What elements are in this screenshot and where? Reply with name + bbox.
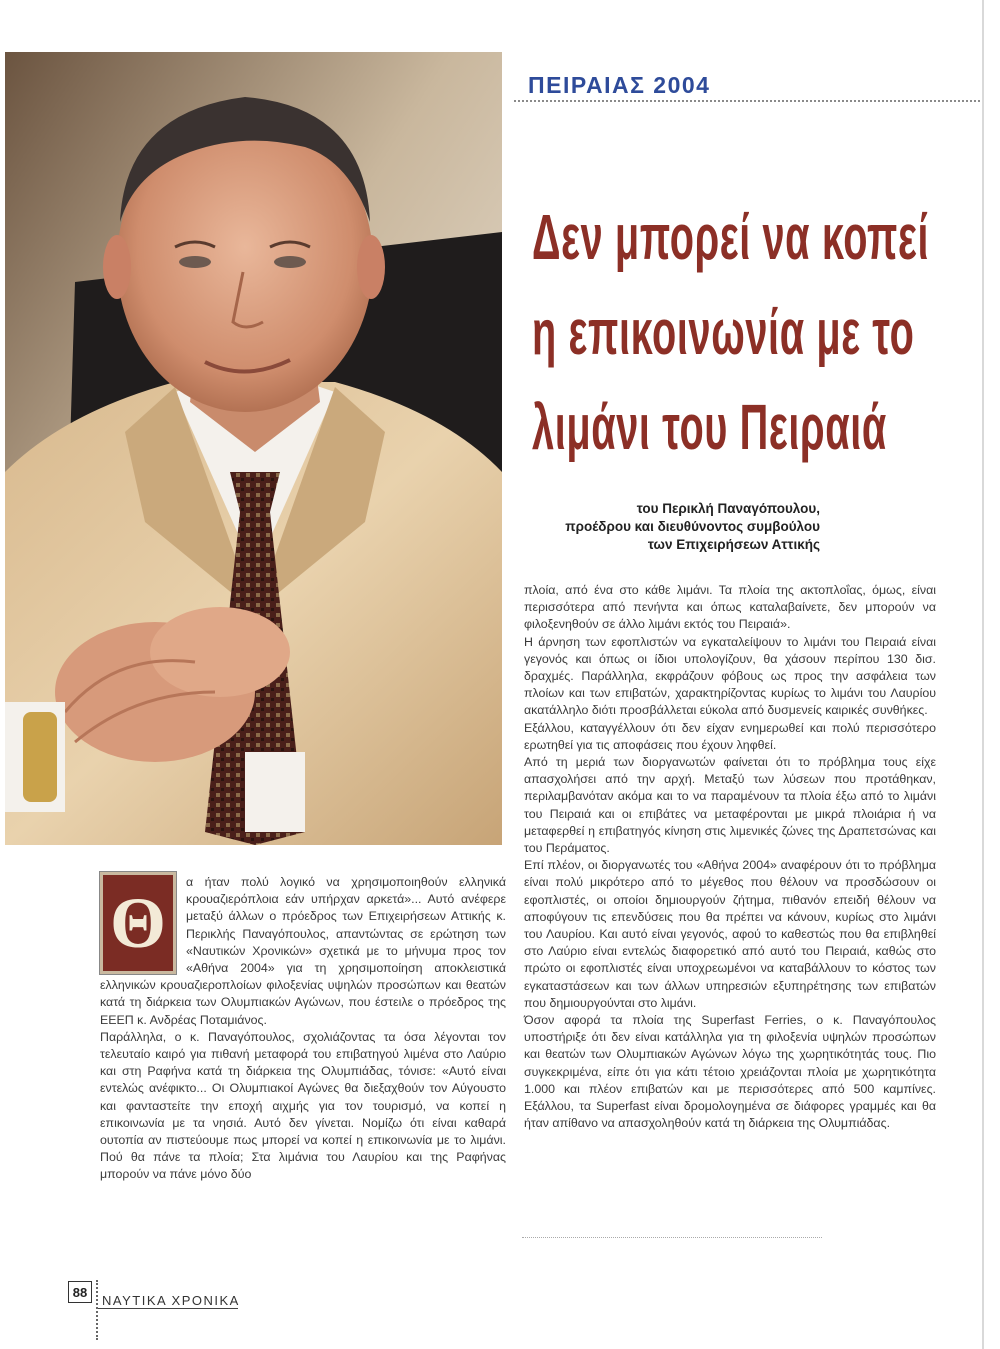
title-line: Δεν μπορεί να κοπεί xyxy=(532,201,930,273)
paragraph: Εξάλλου, καταγγέλλουν ότι δεν είχαν ενημερωθεί και πολύ περισσότερο ερωτηθεί για τις αποφάσεις που έχουν ληφθεί. xyxy=(524,720,936,752)
paragraph: α ήταν πολύ λογικό να χρησιμοποιηθούν ελληνικά κρουαζιερόπλοια εάν υπήρχαν αρκετά»... Αυτό ανέφερε μεταξύ άλλων ο πρόεδρος των Επιχειρήσεων Αττικής κ. Περικλής Παναγόπουλος, απαντώντας σε ερώτηση των «Ναυτικών Χρονικών» σχετικά με το μήνυμα προς τον «Αθήνα 2004» για τη χρησιμοποίηση αποκλειστικά ελληνικών κρουαζιεροπλοίων φιλοξενίας υψηλών προσώπων και θεατών κατά τη διάρκεια των Ολυμπιακών Αγώνων, που έστειλε ο πρόεδρος της ΕΕΕΠ κ. Ανδρέας Ποταμιάνος. xyxy=(100,875,506,1027)
paragraph: Όσον αφορά τα πλοία της Superfast Ferries, ο κ. Παναγόπουλος υποστήριξε ότι δεν είναι κατάλληλα για τη φιλοξενία υψηλών προσώπων και θεατών των Ολυμπιακών Αγώνων λόγω της χωρητικότητάς τους. Πιο συγκεκριμένα, είπε ότι για κάτι τέτοιο χρειάζονται πλοία με χωρητικότητα 1.000 και πλέον επιβατών και με περισσότερες από 500 καμπίνες. Εξάλλου, τα Superfast είναι δρομολογημένα σε διάφορες γραμμές και θα ήταν απίθανο να απασχοληθούν κατά τη διάρκεια της Ολυμπιάδας. xyxy=(524,1013,936,1131)
drop-cap xyxy=(100,872,176,974)
body-column-left xyxy=(100,874,506,1184)
page-number: 88 xyxy=(68,1281,92,1303)
body-column-right xyxy=(524,582,936,1133)
paragraph: Παράλληλα, ο κ. Παναγόπουλος, σχολιάζοντας τα όσα λέγονται τον τελευταίο καιρό για πιθανή μεταφορά του επιβατηγού λιμένα στο Λαύριο και στη Ραφήνα κατά τη διάρκεια της Ολυμπιάδας, τόνισε: «Αυτό είναι εντελώς ανέφικτο... Οι Ολυμπιακοί Αγώνες θα διεξαχθούν τον Αύγουστο και φανταστείτε την εποχή αιχμής για τον τουρισμό, να κοπεί η επικοινωνία με τα νησιά. Αυτό δεν γίνεται. Νομίζω ότι είναι καθαρά ουτοπία αν πιστεύουμε πως μπορεί να κοπεί η επικοινωνία με το λιμάνι. Πού θα πάνε τα πλοία; Στα λιμάνια του Λαυρίου και της Ραφήνας μπορούν να πάνε μόνο δύο xyxy=(100,1029,506,1182)
byline-line: προέδρου και διευθύνοντος συμβούλου xyxy=(565,519,820,534)
paragraph: Επί πλέον, οι διοργανωτές του «Αθήνα 2004» αναφέρουν ότι το πρόβλημα είναι πολύ μικρότερο από το μέγεθος που θέλουν να προσδώσουν οι εφοπλιστές, οι οποίοι δημιουργούν ζήτημα, πιθανόν επειδή θέλουν να αποφύγουν τις επενδύσεις που θα πρέπει να κάνουν, κυρίως στο λιμάνι του Λαυρίου. Και αυτό είναι γεγονός, αφού το καθεστώς που θα επιβληθεί στο Λαύριο είναι εντελώς διαφορετικό από αυτό του Πειραιά, καθώς στο πρώτο οι εφοπλιστές είναι υποχρεωμένοι να καταβάλλουν το κόστος των εγκαταστάσεων και των άλλων υπηρεσιών εξυπηρέτησης των επιβατών που δημιουργούνται στο λιμάνι. xyxy=(524,858,936,1010)
byline-line: των Επιχειρήσεων Αττικής xyxy=(647,537,820,552)
byline xyxy=(430,500,820,554)
title-line: η επικοινωνία με το xyxy=(532,296,915,368)
publication-name: ΝΑΥΤΙΚΑ ΧΡΟΝΙΚΑ xyxy=(102,1293,240,1308)
page-edge xyxy=(982,0,984,1349)
byline-line: του Περικλή Παναγόπουλου, xyxy=(636,501,820,516)
section-divider xyxy=(514,100,980,102)
title-line: λιμάνι του Πειραιά xyxy=(532,391,887,463)
article-title xyxy=(532,190,930,475)
portrait-photo xyxy=(5,52,502,845)
paragraph: πλοία, από ένα στο κάθε λιμάνι. Τα πλοία της ακτοπλοΐας, όμως, είναι περισσότερα από πενήντα και όπως καταλαβαίνετε, δεν μπορούν να φιλοξενηθούν σε άλλο λιμάνι εκτός του Πειραιά». xyxy=(524,583,936,632)
paragraph: Από τη μεριά των διοργανωτών φαίνεται ότι το πρόβλημα τους είχε απασχολήσει από την αρχή. Μεταξύ των λύσεων που προτάθηκαν, περιλαμβανόταν ακόμα και το να παραμένουν τα πλοία έξω από το λιμάνι του Πειραιά και οι επιβάτες να μεταφέρονται με μικρά πλοιάρια ή να μεταφερθεί η επιβατηγός κίνηση στις λιμενικές ζώνες της Δραπετσώνας και του Περάματος. xyxy=(524,755,936,856)
section-header: ΠΕΙΡΑΙΑΣ 2004 xyxy=(528,72,711,98)
paragraph: Η άρνηση των εφοπλιστών να εγκαταλείψουν το λιμάνι του Πειραιά είναι γεγονός και όπως οι ίδιοι υπολογίζουν, θα χάσουν περίπου 130 δισ. δραχμές. Παράλληλα, εκφράζουν φόβους ως προς την ασφάλεια των πλοίων και των επιβατών, χαρακτηρίζοντας κυρίως το λιμάνι του Λαυρίου ακατάλληλο διότι προσβάλλεται εύκολα από δυσμενείς καιρικές συνθήκες. xyxy=(524,634,936,718)
footer-rule xyxy=(98,1308,238,1309)
column-end-divider xyxy=(522,1237,822,1238)
footer-divider xyxy=(96,1280,98,1340)
drop-cap-letter: Θ xyxy=(109,883,166,963)
